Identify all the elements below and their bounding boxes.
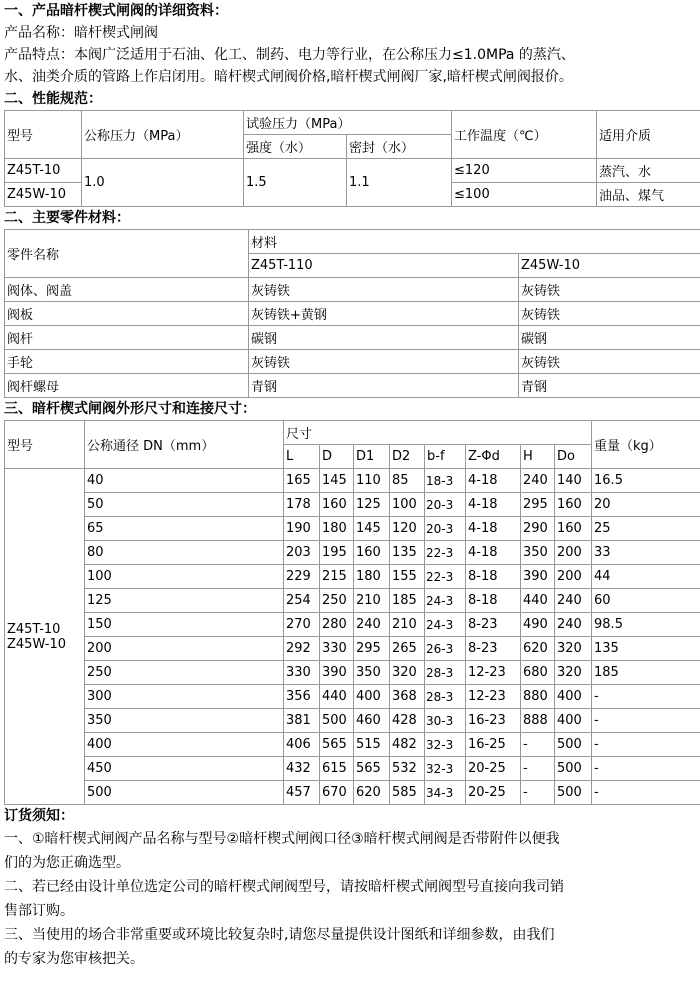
dim-cell: 250	[320, 589, 354, 613]
part-cell: 阀杆螺母	[5, 374, 249, 398]
dim-cell: 250	[85, 661, 284, 685]
dim-cell: 8-18	[466, 589, 521, 613]
dim-cell: 20-25	[466, 757, 521, 781]
dim-cell: 500	[85, 781, 284, 805]
header-col-D2: D2	[390, 445, 425, 469]
header-model: 型号	[5, 421, 85, 469]
dim-cell: 125	[85, 589, 284, 613]
note3-line2: 的专家为您审核把关。	[4, 951, 144, 967]
header-medium: 适用介质	[597, 111, 700, 159]
dim-cell: -	[521, 781, 555, 805]
dim-cell: 210	[390, 613, 425, 637]
model-line2: Z45W-10	[7, 636, 67, 652]
dim-cell: 178	[284, 493, 320, 517]
dim-cell: 350	[85, 709, 284, 733]
dim-cell: 160	[555, 493, 592, 517]
dim-cell: 145	[320, 469, 354, 493]
part-cell: 阀板	[5, 302, 249, 326]
header-col-bf: b-f	[425, 445, 466, 469]
performance-table	[4, 110, 700, 207]
dim-cell: 32-3	[425, 757, 466, 781]
material-b-cell: 灰铸铁	[519, 278, 700, 302]
material-b-cell: 青钢	[519, 374, 700, 398]
strength-value: 1.5	[244, 159, 347, 207]
table-row	[5, 733, 700, 757]
dim-cell: 98.5	[592, 613, 700, 637]
dim-cell: 22-3	[425, 565, 466, 589]
table-row	[5, 565, 700, 589]
dim-cell: 195	[320, 541, 354, 565]
dim-cell: 28-3	[425, 661, 466, 685]
dim-cell: 565	[354, 757, 390, 781]
part-cell: 阀体、阀盖	[5, 278, 249, 302]
header-model: 型号	[5, 111, 82, 159]
dim-cell: 26-3	[425, 637, 466, 661]
material-a-cell: 灰铸铁+黄钢	[249, 302, 519, 326]
dim-cell: 203	[284, 541, 320, 565]
dim-cell: 140	[555, 469, 592, 493]
dim-cell: 215	[320, 565, 354, 589]
dim-cell: 320	[390, 661, 425, 685]
dim-cell: 4-18	[466, 493, 521, 517]
dim-cell: 4-18	[466, 541, 521, 565]
dim-cell: -	[521, 733, 555, 757]
dim-cell: 400	[85, 733, 284, 757]
dim-cell: 295	[354, 637, 390, 661]
table-row	[5, 302, 700, 326]
medium-cell: 蒸汽、水	[597, 159, 700, 183]
dim-cell: 33	[592, 541, 700, 565]
dim-cell: 28-3	[425, 685, 466, 709]
dim-cell: 320	[555, 661, 592, 685]
material-a-cell: 灰铸铁	[249, 278, 519, 302]
dim-cell: 457	[284, 781, 320, 805]
dim-cell: 180	[320, 517, 354, 541]
table-row	[5, 781, 700, 805]
dim-cell: -	[592, 685, 700, 709]
dim-cell: 300	[85, 685, 284, 709]
dim-cell: -	[592, 733, 700, 757]
notes-heading: 订货须知：	[4, 808, 74, 824]
dim-cell: 160	[555, 517, 592, 541]
dim-cell: 20	[592, 493, 700, 517]
dim-cell: 390	[521, 565, 555, 589]
material-a-cell: 青钢	[249, 374, 519, 398]
dim-cell: 450	[85, 757, 284, 781]
material-b-cell: 灰铸铁	[519, 302, 700, 326]
dim-cell: 200	[85, 637, 284, 661]
dim-cell: 532	[390, 757, 425, 781]
header-col-D: D	[320, 445, 354, 469]
dim-cell: 460	[354, 709, 390, 733]
material-a-cell: 灰铸铁	[249, 350, 519, 374]
dim-cell: 150	[85, 613, 284, 637]
dim-cell: 615	[320, 757, 354, 781]
section4-heading: 三、暗杆楔式闸阀外形尺寸和连接尺寸：	[4, 401, 256, 417]
header-col-D1: D1	[354, 445, 390, 469]
dim-cell: 240	[354, 613, 390, 637]
table-row	[5, 541, 700, 565]
header-test-pressure: 试验压力（MPa）	[244, 111, 452, 135]
dim-cell: 165	[284, 469, 320, 493]
dim-cell: 200	[555, 565, 592, 589]
dim-cell: 295	[521, 493, 555, 517]
table-row	[5, 326, 700, 350]
dim-cell: 368	[390, 685, 425, 709]
dim-cell: 12-23	[466, 685, 521, 709]
dimensions-table	[4, 420, 700, 805]
dim-cell: 240	[521, 469, 555, 493]
dim-cell: 292	[284, 637, 320, 661]
dim-cell: 155	[390, 565, 425, 589]
dim-cell: 50	[85, 493, 284, 517]
header-col-b: Z45W-10	[519, 254, 700, 278]
product-feature-line1: 产品特点：本阀广泛适用于石油、化工、制药、电力等行业，在公称压力≤1.0MPa 的蒸汽、	[4, 47, 575, 63]
header-col-L: L	[284, 445, 320, 469]
model-cell: Z45T-10	[5, 159, 82, 183]
table-row	[5, 493, 700, 517]
section1-heading: 一、产品暗杆楔式闸阀的详细资料：	[4, 3, 228, 19]
header-col-a: Z45T-110	[249, 254, 519, 278]
model-line1: Z45T-10	[7, 621, 61, 637]
dim-cell: 160	[354, 541, 390, 565]
header-col-H: H	[521, 445, 555, 469]
table-row	[5, 517, 700, 541]
dim-cell: 240	[555, 613, 592, 637]
table-row	[5, 374, 700, 398]
table-row	[5, 661, 700, 685]
dim-cell: 12-23	[466, 661, 521, 685]
dim-cell: 500	[320, 709, 354, 733]
note1-line2: 们的为您正确选型。	[4, 855, 130, 871]
dim-cell: 440	[320, 685, 354, 709]
dim-cell: 60	[592, 589, 700, 613]
header-material: 材料	[249, 230, 700, 254]
note3-line1: 三、当使用的场合非常重要或环境比较复杂时,请您尽量提供设计图纸和详细参数，由我们	[4, 927, 555, 943]
header-nominal-pressure: 公称压力（MPa）	[82, 111, 244, 159]
dim-cell: 390	[320, 661, 354, 685]
dim-cell: 4-18	[466, 469, 521, 493]
dim-cell: 100	[390, 493, 425, 517]
dim-cell: 350	[354, 661, 390, 685]
seal-value: 1.1	[347, 159, 452, 207]
table-row	[5, 350, 700, 374]
dim-cell: 160	[320, 493, 354, 517]
dim-cell: 200	[555, 541, 592, 565]
dim-cell: 16-25	[466, 733, 521, 757]
dim-cell: 32-3	[425, 733, 466, 757]
dim-cell: 500	[555, 781, 592, 805]
dim-cell: 30-3	[425, 709, 466, 733]
dim-cell: 670	[320, 781, 354, 805]
temp-cell: ≤120	[452, 159, 597, 183]
dim-cell: 490	[521, 613, 555, 637]
nominal-pressure-value: 1.0	[82, 159, 244, 207]
table-row	[5, 278, 700, 302]
dim-cell: 680	[521, 661, 555, 685]
product-feature-line2: 水、油类介质的管路上作启闭用。暗杆楔式闸阀价格,暗杆楔式闸阀厂家,暗杆楔式闸阀报价。	[4, 69, 573, 85]
dim-cell: 620	[521, 637, 555, 661]
medium-cell: 油品、煤气	[597, 183, 700, 207]
dim-cell: 565	[320, 733, 354, 757]
dim-cell: 320	[555, 637, 592, 661]
dim-cell: 620	[354, 781, 390, 805]
dim-cell: 24-3	[425, 589, 466, 613]
note2-line1: 二、若已经由设计单位选定公司的暗杆楔式闸阀型号，请按暗杆楔式闸阀型号直接向我司销	[4, 879, 564, 895]
dim-cell: 135	[390, 541, 425, 565]
dim-cell: 290	[521, 517, 555, 541]
table-row	[5, 469, 700, 493]
section3-heading: 二、主要零件材料：	[4, 210, 130, 226]
header-strength: 强度（水）	[244, 135, 347, 159]
dim-cell: 16-23	[466, 709, 521, 733]
dim-cell: 515	[354, 733, 390, 757]
dim-cell: 888	[521, 709, 555, 733]
dim-cell: 8-18	[466, 565, 521, 589]
note1-line1: 一、①暗杆楔式闸阀产品名称与型号②暗杆楔式闸阀口径③暗杆楔式闸阀是否带附件以便我	[4, 831, 560, 847]
note2-line2: 售部订购。	[4, 903, 74, 919]
product-name-line: 产品名称：暗杆楔式闸阀	[4, 25, 158, 41]
dim-cell: 20-3	[425, 517, 466, 541]
table-row	[5, 685, 700, 709]
dim-cell: 190	[284, 517, 320, 541]
dim-cell: 500	[555, 757, 592, 781]
part-cell: 阀杆	[5, 326, 249, 350]
section2-heading: 二、性能规范：	[4, 91, 102, 107]
dim-cell: 400	[555, 709, 592, 733]
table-row	[5, 613, 700, 637]
dim-cell: 356	[284, 685, 320, 709]
table-row	[5, 709, 700, 733]
dim-cell: 270	[284, 613, 320, 637]
temp-cell: ≤100	[452, 183, 597, 207]
dim-cell: 125	[354, 493, 390, 517]
dim-cell: 25	[592, 517, 700, 541]
dim-cell: 80	[85, 541, 284, 565]
header-size: 尺寸	[284, 421, 592, 445]
header-part-name: 零件名称	[5, 230, 249, 278]
dim-cell: 350	[521, 541, 555, 565]
dim-cell: 400	[555, 685, 592, 709]
header-weight: 重量（kg）	[592, 421, 700, 469]
dim-cell: 210	[354, 589, 390, 613]
header-col-Do: Do	[555, 445, 592, 469]
dim-cell: 180	[354, 565, 390, 589]
dim-cell: 381	[284, 709, 320, 733]
table-row	[5, 637, 700, 661]
dim-cell: 585	[390, 781, 425, 805]
dim-cell: 22-3	[425, 541, 466, 565]
header-seal: 密封（水）	[347, 135, 452, 159]
material-a-cell: 碳钢	[249, 326, 519, 350]
header-work-temp: 工作温度（℃）	[452, 111, 597, 159]
dim-cell: -	[592, 781, 700, 805]
materials-table	[4, 229, 700, 398]
dim-cell: 400	[354, 685, 390, 709]
header-col-zd: Z-Φd	[466, 445, 521, 469]
dim-cell: 4-18	[466, 517, 521, 541]
dim-cell: 100	[85, 565, 284, 589]
header-dn: 公称通径 DN（mm）	[85, 421, 284, 469]
dim-cell: 110	[354, 469, 390, 493]
dim-cell: 330	[320, 637, 354, 661]
dim-cell: 8-23	[466, 637, 521, 661]
dim-cell: 20-25	[466, 781, 521, 805]
dim-cell: 34-3	[425, 781, 466, 805]
dim-cell: 185	[390, 589, 425, 613]
dim-cell: 20-3	[425, 493, 466, 517]
material-b-cell: 碳钢	[519, 326, 700, 350]
dim-cell: 482	[390, 733, 425, 757]
dim-cell: 406	[284, 733, 320, 757]
dim-cell: 229	[284, 565, 320, 589]
dim-cell: 265	[390, 637, 425, 661]
table-row	[5, 757, 700, 781]
dim-cell: 440	[521, 589, 555, 613]
dim-cell: 330	[284, 661, 320, 685]
dim-cell: 280	[320, 613, 354, 637]
model-cell: Z45W-10	[5, 183, 82, 207]
model-cell	[5, 469, 85, 805]
dim-cell: 432	[284, 757, 320, 781]
dim-cell: 8-23	[466, 613, 521, 637]
dim-cell: 44	[592, 565, 700, 589]
material-b-cell: 灰铸铁	[519, 350, 700, 374]
dim-cell: 120	[390, 517, 425, 541]
table-row	[5, 159, 700, 183]
table-row	[5, 589, 700, 613]
dim-cell: 145	[354, 517, 390, 541]
dim-cell: -	[521, 757, 555, 781]
dim-cell: 428	[390, 709, 425, 733]
dim-cell: -	[592, 757, 700, 781]
dim-cell: 880	[521, 685, 555, 709]
dim-cell: 135	[592, 637, 700, 661]
dim-cell: 500	[555, 733, 592, 757]
part-cell: 手轮	[5, 350, 249, 374]
dim-cell: 65	[85, 517, 284, 541]
dim-cell: 240	[555, 589, 592, 613]
dim-cell: 18-3	[425, 469, 466, 493]
dim-cell: 85	[390, 469, 425, 493]
dim-cell: 40	[85, 469, 284, 493]
dim-cell: 24-3	[425, 613, 466, 637]
dim-cell: 185	[592, 661, 700, 685]
dim-cell: 254	[284, 589, 320, 613]
dim-cell: -	[592, 709, 700, 733]
dim-cell: 16.5	[592, 469, 700, 493]
